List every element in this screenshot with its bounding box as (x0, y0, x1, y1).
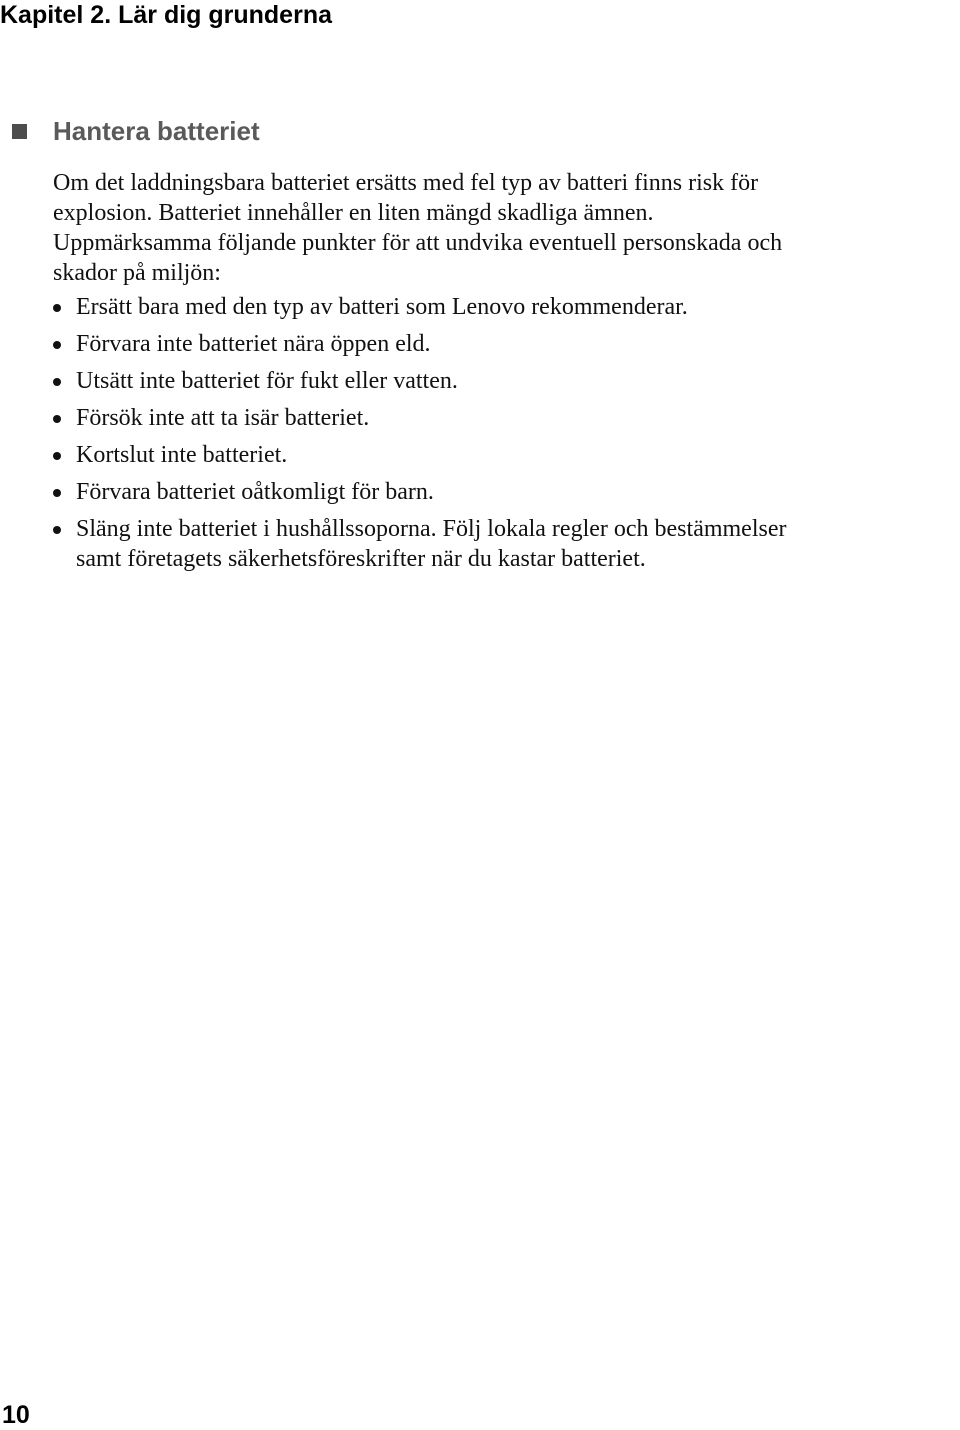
section-heading (0, 114, 260, 148)
list-item-text: Kortslut inte batteriet. (76, 442, 288, 468)
bullet-dot-icon (53, 452, 61, 460)
list-item (53, 329, 958, 359)
list-item-text: Ersätt bara med den typ av batteri som Lenovo rekommenderar. (76, 294, 688, 320)
bullet-list (53, 292, 958, 574)
bullet-dot-icon (53, 341, 61, 349)
intro-line: Om det laddningsbara batteriet ersätts med fel typ av batteri finns risk för (53, 170, 759, 196)
bullet-dot-icon (53, 526, 61, 534)
page-number: 10 (2, 1401, 30, 1429)
intro-line: explosion. Batteriet innehåller en liten mängd skadliga ämnen. (53, 200, 654, 226)
section-title: Hantera batteriet (53, 115, 260, 146)
list-item (53, 403, 958, 433)
list-item (53, 514, 958, 574)
list-item (53, 292, 958, 322)
intro-line: Uppmärksamma följande punkter för att undvika eventuell personskada och (53, 230, 783, 256)
list-item-text: samt företagets säkerhetsföreskrifter när du kastar batteriet. (76, 546, 646, 572)
intro-paragraph (53, 168, 958, 288)
list-item-text: Förvara inte batteriet nära öppen eld. (76, 331, 431, 357)
list-item (53, 440, 958, 470)
list-item-text: Utsätt inte batteriet för fukt eller vatten. (76, 368, 458, 394)
intro-line: skador på miljön: (53, 260, 221, 286)
bullet-dot-icon (53, 378, 61, 386)
list-item (53, 477, 958, 507)
square-bullet-icon (12, 124, 27, 139)
chapter-header: Kapitel 2. Lär dig grunderna (0, 1, 332, 29)
list-item-text: Släng inte batteriet i hushållssoporna. Följ lokala regler och bestämmelser (76, 516, 787, 542)
list-item (53, 366, 958, 396)
bullet-dot-icon (53, 304, 61, 312)
bullet-dot-icon (53, 489, 61, 497)
list-item-text: Förvara batteriet oåtkomligt för barn. (76, 479, 434, 505)
list-item-text: Försök inte att ta isär batteriet. (76, 405, 370, 431)
body-text (53, 168, 958, 574)
bullet-dot-icon (53, 415, 61, 423)
